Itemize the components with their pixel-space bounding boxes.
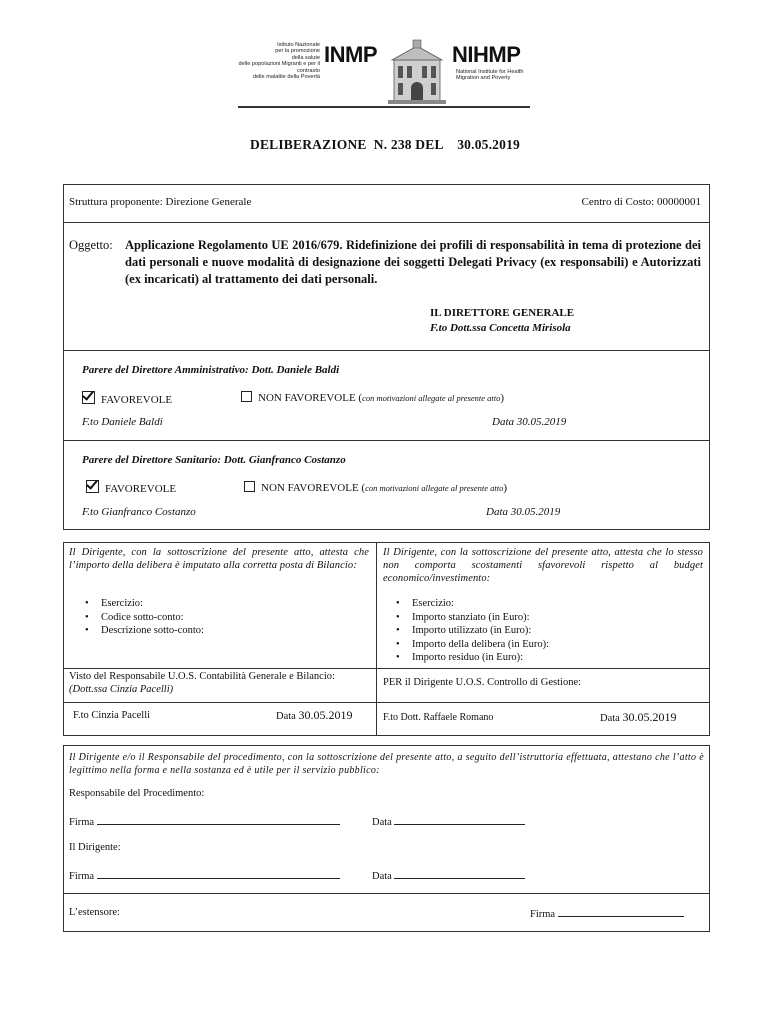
inst-en-line: National Institute for Health bbox=[456, 69, 524, 75]
data-responsabile-line[interactable] bbox=[394, 815, 525, 825]
visto-responsabile-name: (Dott.ssa Cinzia Pacelli) bbox=[69, 684, 174, 695]
inst-it-line: delle popolazioni Migranti e per il contrasto bbox=[238, 61, 320, 74]
divider bbox=[376, 702, 710, 703]
bilancio-intro: Il Dirigente, con la sottoscrizione del presente atto, attesta che l’importo della delibera è imputato alla corretta posta di Bilancio: bbox=[69, 547, 369, 571]
san-non-favorevole-checkbox[interactable] bbox=[244, 481, 255, 492]
oggetto-text: Applicazione Regolamento UE 2016/679. Ridefinizione dei profili di responsabilità in tema di protezione dei dati personali e nuove modalità di designazione dei soggetti Delegati Privacy (ex responsabili) e Autorizzati (ex incaricati) al trattamento dei dati personali. bbox=[125, 238, 701, 286]
institute-name-italian bbox=[238, 42, 320, 80]
budget-data-label: Data bbox=[600, 713, 623, 724]
bilancio-data bbox=[276, 708, 352, 723]
parere-amministrativo-heading: Parere del Direttore Amministrativo: Dott. Daniele Baldi bbox=[82, 364, 340, 376]
san-data: Data 30.05.2019 bbox=[486, 506, 561, 518]
firma-dirigente bbox=[69, 869, 340, 882]
list-item: • Descrizione sotto-conto: bbox=[85, 624, 365, 638]
visto-responsabile: Visto del Responsabile U.O.S. Contabilità Generale e Bilancio: bbox=[69, 671, 335, 682]
budget-data-value: 30.05.2019 bbox=[622, 710, 677, 724]
amm-favorevole-checkbox[interactable] bbox=[82, 391, 95, 404]
parere-sanitario-heading: Parere del Direttore Sanitario: Dott. Gianfranco Costanzo bbox=[82, 454, 346, 466]
san-firma: F.to Gianfranco Costanzo bbox=[82, 506, 196, 518]
budget-list bbox=[396, 597, 696, 665]
bilancio-data-label: Data bbox=[276, 711, 299, 722]
firma-dirigente-line[interactable] bbox=[97, 869, 340, 879]
inst-en-line: Migration and Poverty bbox=[456, 75, 511, 82]
data-label: Data bbox=[372, 871, 392, 882]
procedimento-intro: Il Dirigente e/o il Responsabile del procedimento, con la sottoscrizione del presente atto, a seguito dell’istruttoria effettuata, attestano che l’atto è legittimo nella forma e nella sostanza ed è utile per il servizio pubblico: bbox=[69, 752, 704, 776]
san-non-favorevole-option bbox=[244, 481, 507, 494]
bilancio-data-value: 30.05.2019 bbox=[298, 708, 353, 722]
responsabile-procedimento: Responsabile del Procedimento: bbox=[69, 788, 205, 799]
amm-non-favorevole-option bbox=[241, 391, 504, 404]
direttore-role: IL DIRETTORE GENERALE bbox=[430, 307, 575, 319]
san-close-paren: ) bbox=[503, 482, 508, 494]
divider bbox=[63, 702, 376, 703]
amm-favorevole-option bbox=[82, 391, 172, 406]
budget-data bbox=[600, 710, 676, 725]
divider bbox=[63, 893, 710, 894]
list-item: • Esercizio: bbox=[396, 597, 696, 611]
list-item: • Codice sotto-conto: bbox=[85, 611, 365, 625]
divider bbox=[63, 350, 710, 351]
divider bbox=[376, 668, 710, 669]
list-item: • Importo utilizzato (in Euro): bbox=[396, 624, 696, 638]
institute-logo bbox=[238, 36, 530, 108]
firma-estensore-line[interactable] bbox=[558, 907, 684, 917]
amm-motivazioni: con motivazioni allegate al presente atto bbox=[362, 393, 501, 403]
amm-firma: F.to Daniele Baldi bbox=[82, 416, 163, 428]
bilancio-firma: F.to Cinzia Pacelli bbox=[73, 710, 151, 721]
amm-favorevole-label: FAVOREVOLE bbox=[101, 394, 173, 406]
list-item: • Esercizio: bbox=[85, 597, 365, 611]
list-item: • Importo residuo (in Euro): bbox=[396, 651, 696, 665]
column-divider bbox=[376, 542, 377, 736]
budget-firma: F.to Dott. Raffaele Romano bbox=[383, 712, 494, 723]
divider bbox=[63, 222, 710, 223]
centro-di-costo: Centro di Costo: 00000001 bbox=[581, 196, 701, 208]
oggetto-label: Oggetto: bbox=[69, 238, 113, 252]
data-responsabile bbox=[372, 815, 525, 828]
divider bbox=[63, 440, 710, 441]
estensore-label: L’estensore: bbox=[69, 907, 120, 918]
list-item: • Importo stanziato (in Euro): bbox=[396, 611, 696, 625]
deliberation-title: DELIBERAZIONE N. 238 DEL 30.05.2019 bbox=[250, 137, 520, 152]
firma-responsabile-line[interactable] bbox=[97, 815, 340, 825]
inst-it-line: della salute bbox=[291, 54, 320, 61]
san-favorevole-option bbox=[86, 480, 176, 495]
san-non-favorevole-label: NON FAVOREVOLE ( bbox=[261, 482, 366, 494]
firma-label: Firma bbox=[530, 909, 556, 920]
main-form-box bbox=[63, 184, 710, 530]
dirigente-label: Il Dirigente: bbox=[69, 842, 121, 853]
nihmp-wordmark: NIHMP bbox=[452, 42, 521, 67]
data-dirigente bbox=[372, 869, 525, 882]
list-item: • Importo della delibera (in Euro): bbox=[396, 638, 696, 652]
amm-data: Data 30.05.2019 bbox=[492, 416, 567, 428]
san-favorevole-label: FAVOREVOLE bbox=[105, 483, 177, 495]
amm-close-paren: ) bbox=[500, 392, 505, 404]
firma-label: Firma bbox=[69, 871, 95, 882]
inmp-wordmark: INMP bbox=[324, 42, 377, 67]
struttura-proponente: Struttura proponente: Direzione Generale bbox=[69, 196, 252, 208]
amm-non-favorevole-checkbox[interactable] bbox=[241, 391, 252, 402]
san-favorevole-checkbox[interactable] bbox=[86, 480, 99, 493]
inst-it-line: per la promozione bbox=[275, 48, 320, 55]
per-dirigente: PER il Dirigente U.O.S. Controllo di Gestione: bbox=[383, 677, 582, 688]
bilancio-list bbox=[85, 597, 365, 638]
institute-name-english bbox=[456, 69, 528, 82]
inst-it-line: Istituto Nazionale bbox=[277, 42, 320, 48]
firma-estensore bbox=[530, 907, 684, 920]
divider bbox=[63, 668, 376, 669]
san-motivazioni: con motivazioni allegate al presente atto bbox=[365, 483, 504, 493]
oggetto-section bbox=[69, 237, 701, 288]
budget-intro: Il Dirigente, con la sottoscrizione del presente atto, attesta che lo stesso non comporta scostamenti sfavorevoli rispetto al budget economico/investimento: bbox=[383, 547, 703, 584]
firma-responsabile bbox=[69, 815, 340, 828]
inst-it-line: delle malattie della Povertà bbox=[252, 74, 320, 81]
direttore-signature: F.to Dott.ssa Concetta Mirisola bbox=[430, 322, 571, 334]
data-dirigente-line[interactable] bbox=[394, 869, 525, 879]
firma-label: Firma bbox=[69, 817, 95, 828]
amm-non-favorevole-label: NON FAVOREVOLE ( bbox=[258, 392, 363, 404]
building-icon bbox=[388, 38, 446, 104]
data-label: Data bbox=[372, 817, 392, 828]
